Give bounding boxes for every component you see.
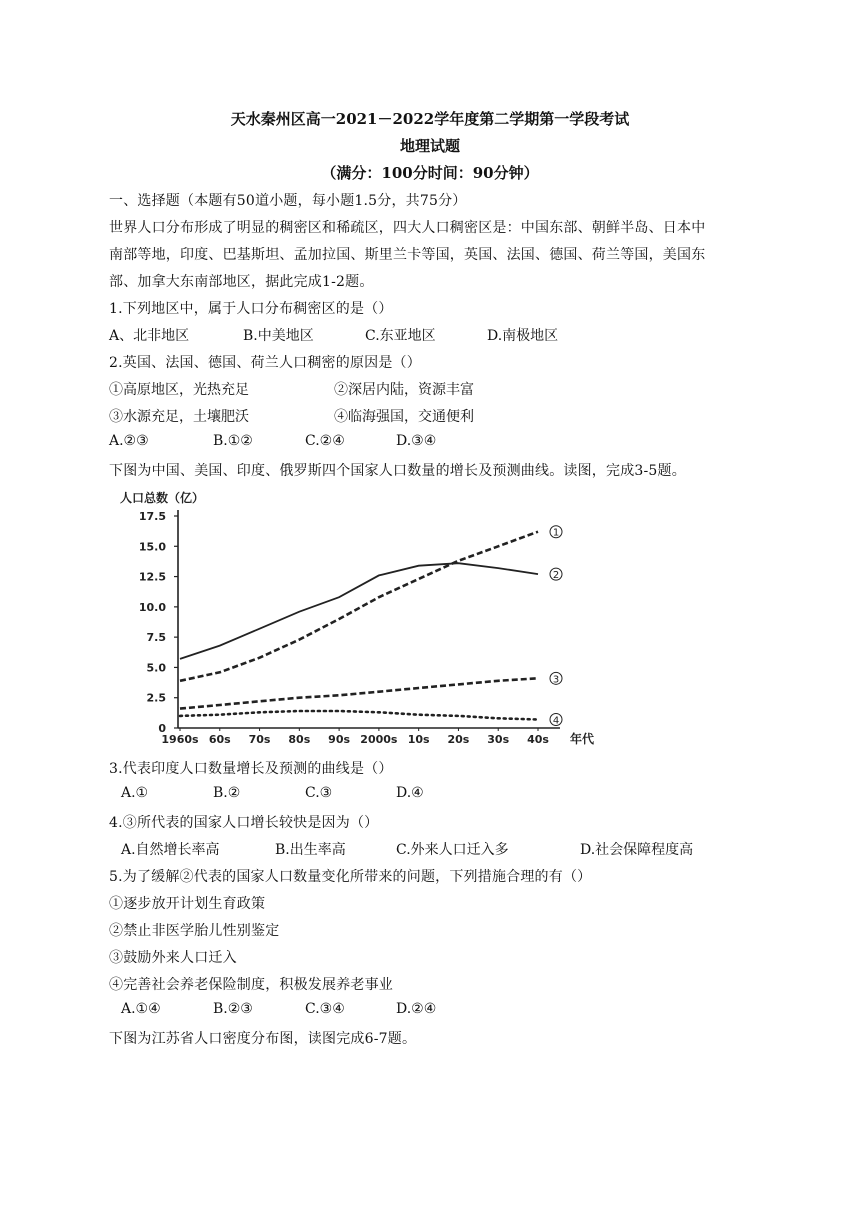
x-tick-label: 70s — [248, 733, 271, 746]
q2-option-b: B.①② — [213, 433, 253, 449]
y-tick-label: 2.5 — [146, 691, 166, 705]
score-info: （满分：100分时间：90分钟） — [321, 164, 539, 182]
x-tick-label: 30s — [487, 733, 510, 746]
q1-option-d: D.南极地区 — [487, 328, 559, 344]
population-line-chart — [118, 486, 598, 756]
section-heading: 一、选择题（本题有50道小题，每小题1.5分，共75分） — [109, 193, 467, 209]
q2-option-d: D.③④ — [396, 433, 437, 449]
series-label-3: 3 — [552, 674, 560, 686]
q5-option-d: D.②④ — [396, 1001, 437, 1017]
q2-choice-2: ②深居内陆，资源丰富 — [334, 382, 474, 398]
series-line-3 — [180, 678, 538, 708]
series-label-1: 1 — [552, 527, 560, 539]
q3-option-d: D.④ — [396, 785, 424, 801]
y-tick-label: 15.0 — [138, 540, 166, 554]
q3-option-c: C.③ — [305, 785, 333, 801]
intro-line: 南部等地，印度、巴基斯坦、孟加拉国、斯里兰卡等国，英国、法国、德国、荷兰等国，美国东 — [109, 247, 706, 263]
q3-option-b: B.② — [213, 785, 241, 801]
x-axis-label: 年代 — [569, 732, 595, 746]
q5-choice-1: ①逐步放开计划生育政策 — [109, 896, 266, 912]
q4-option-d: D.社会保障程度高 — [580, 842, 694, 858]
x-tick-label: 10s — [407, 733, 430, 746]
chart-intro: 下图为中国、美国、印度、俄罗斯四个国家人口数量的增长及预测曲线。读图，完成3-5题。 — [109, 463, 686, 479]
y-tick-label: 10.0 — [138, 600, 166, 614]
series-label-2: 2 — [552, 570, 560, 582]
y-tick-label: 17.5 — [138, 510, 166, 523]
x-tick-label: 90s — [328, 733, 351, 746]
q4-option-a: A.自然增长率高 — [121, 842, 220, 858]
x-tick-label: 1960s — [161, 733, 199, 746]
q2-option-a: A.②③ — [109, 433, 149, 449]
x-tick-label: 40s — [527, 733, 549, 746]
question-2-stem: 2.英国、法国、德国、荷兰人口稠密的原因是（） — [109, 355, 421, 371]
q2-choice-3: ③水源充足，土壤肥沃 — [109, 409, 249, 425]
q5-choice-2: ②禁止非医学胎儿性别鉴定 — [109, 923, 280, 939]
q4-option-c: C.外来人口迁入多 — [396, 842, 509, 858]
y-tick-label: 0 — [158, 722, 166, 735]
question-1-stem: 1.下列地区中，属于人口分布稠密区的是（） — [109, 301, 393, 317]
y-tick-label: 7.5 — [146, 631, 166, 645]
q1-option-b: B.中美地区 — [243, 328, 314, 344]
question-4-stem: 4.③所代表的国家人口增长较快是因为（） — [109, 815, 379, 831]
q1-option-a: A、北非地区 — [109, 328, 190, 344]
exam-title: 天水秦州区高一2021－2022学年度第二学期第一学段考试 — [230, 110, 630, 128]
closing-text: 下图为江苏省人口密度分布图，读图完成6-7题。 — [109, 1031, 417, 1047]
x-tick-label: 2000s — [360, 733, 398, 746]
y-tick-label: 5.0 — [146, 661, 166, 675]
subject-title: 地理试题 — [399, 137, 460, 155]
q5-option-c: C.③④ — [305, 1001, 345, 1017]
q5-choice-4: ④完善社会养老保险制度，积极发展养老事业 — [109, 977, 393, 993]
q5-choice-3: ③鼓励外来人口迁入 — [109, 950, 237, 966]
y-axis-label: 人口总数（亿） — [120, 491, 205, 505]
q1-option-c: C.东亚地区 — [365, 328, 436, 344]
q2-choice-1: ①高原地区，光热充足 — [109, 382, 249, 398]
q3-option-a: A.① — [121, 785, 149, 801]
x-tick-label: 20s — [447, 733, 470, 746]
intro-line: 世界人口分布形成了明显的稠密区和稀疏区，四大人口稠密区是：中国东部、朝鲜半岛、日本中 — [109, 220, 706, 236]
question-3-stem: 3.代表印度人口数量增长及预测的曲线是（） — [109, 761, 393, 777]
q2-choice-4: ④临海强国，交通便利 — [334, 409, 474, 425]
q5-option-a: A.①④ — [121, 1001, 161, 1017]
y-tick-label: 12.5 — [138, 570, 166, 584]
intro-line: 部、加拿大东南部地区，据此完成1-2题。 — [109, 274, 374, 290]
question-5-stem: 5.为了缓解②代表的国家人口数量变化所带来的问题，下列措施合理的有（） — [109, 869, 592, 885]
x-tick-label: 80s — [288, 733, 311, 746]
x-tick-label: 60s — [208, 733, 231, 746]
q5-option-b: B.②③ — [213, 1001, 253, 1017]
q2-option-c: C.②④ — [305, 433, 345, 449]
q4-option-b: B.出生率高 — [275, 842, 346, 858]
series-label-4: 4 — [552, 715, 560, 727]
series-line-1 — [180, 532, 538, 681]
series-line-2 — [180, 563, 538, 659]
series-line-4 — [180, 711, 538, 720]
